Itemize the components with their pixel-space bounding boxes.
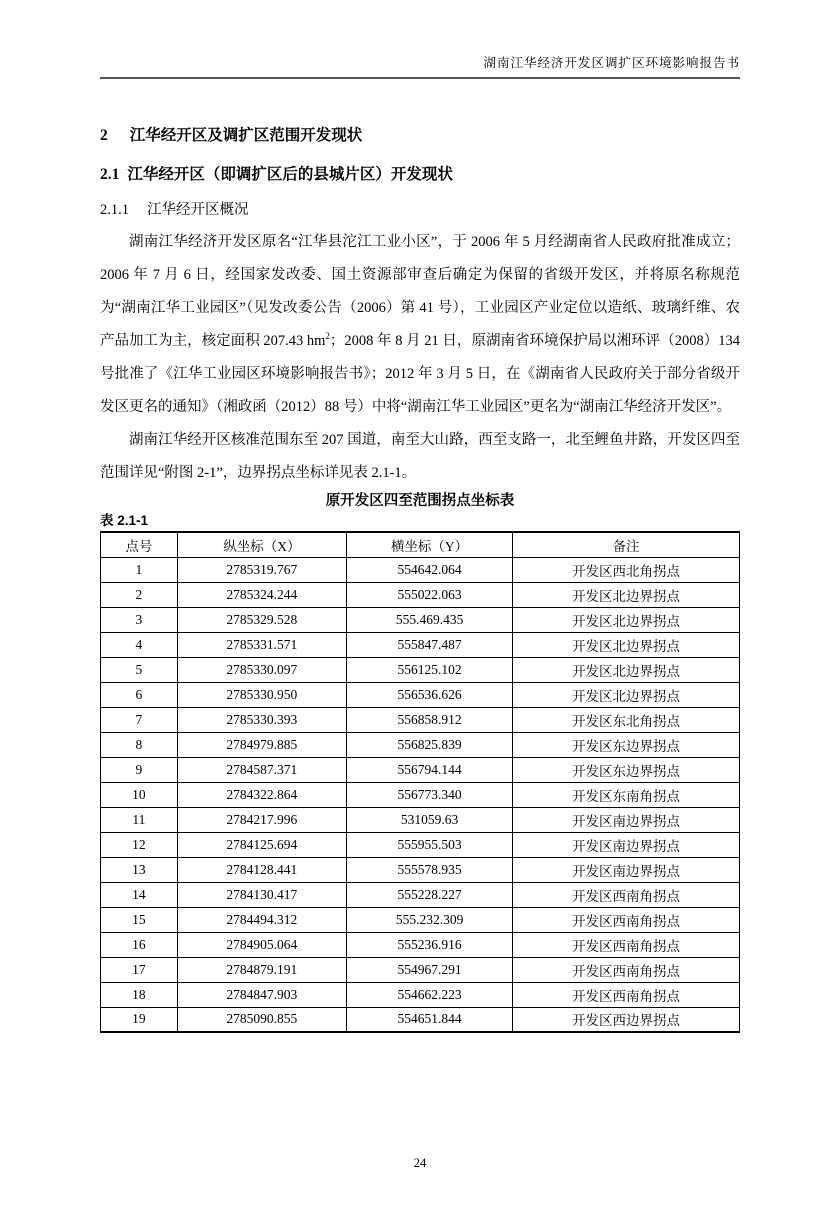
table-cell: 10 — [101, 782, 178, 807]
table-row — [101, 882, 740, 907]
table-cell: 2784494.312 — [177, 907, 346, 932]
table-row — [101, 682, 740, 707]
table-row — [101, 907, 740, 932]
table-cell: 开发区北边界拐点 — [513, 682, 740, 707]
table-cell: 开发区西南角拐点 — [513, 957, 740, 982]
table-cell: 4 — [101, 632, 178, 657]
table-cell: 2785090.855 — [177, 1007, 346, 1032]
table-cell: 6 — [101, 682, 178, 707]
table-cell: 555955.503 — [347, 832, 513, 857]
column-header-remark: 备注 — [513, 532, 740, 557]
table-cell: 2784847.903 — [177, 982, 346, 1007]
page-content — [100, 125, 740, 1033]
table-cell: 开发区东南角拐点 — [513, 782, 740, 807]
table-cell: 开发区北边界拐点 — [513, 632, 740, 657]
running-header-title: 湖南江华经济开发区调扩区环境影响报告书 — [483, 56, 740, 70]
table-cell: 1 — [101, 557, 178, 582]
table-row — [101, 857, 740, 882]
table-row — [101, 832, 740, 857]
superscript-2: 2 — [325, 331, 330, 342]
paragraph-overview — [100, 226, 740, 424]
section-number: 2.1.1 — [100, 202, 129, 218]
table-cell: 7 — [101, 707, 178, 732]
table-cell: 开发区西南角拐点 — [513, 882, 740, 907]
table-cell: 开发区南边界拐点 — [513, 857, 740, 882]
paragraph-boundary: 湖南江华经开区核准范围东至 207 国道，南至大山路，西至支路一，北至鲤鱼井路，开发区四至范围详见“附图 2-1”，边界拐点坐标详见表 2.1-1。 — [100, 432, 740, 481]
table-cell: 531059.63 — [347, 807, 513, 832]
table-cell: 555022.063 — [347, 582, 513, 607]
table-cell: 555.469.435 — [347, 607, 513, 632]
table-cell: 17 — [101, 957, 178, 982]
section-title: 江华经开区（即调扩区后的县城片区）开发现状 — [127, 166, 453, 183]
table-cell: 2784128.441 — [177, 857, 346, 882]
table-row — [101, 607, 740, 632]
table-cell: 2784130.417 — [177, 882, 346, 907]
table-cell: 开发区东边界拐点 — [513, 757, 740, 782]
table-cell: 5 — [101, 657, 178, 682]
table-cell: 554967.291 — [347, 957, 513, 982]
table-cell: 2785330.393 — [177, 707, 346, 732]
table-body — [101, 557, 740, 1032]
table-cell: 2784587.371 — [177, 757, 346, 782]
table-cell: 开发区西北角拐点 — [513, 557, 740, 582]
table-cell: 开发区西南角拐点 — [513, 932, 740, 957]
paragraph-text: 湖南江华经济开发区原名“江华县沱江工业小区”，于 2006 年 5 月经湖南省人民政府批准成立；2006 年 7 月 6 日，经国家发改委、国土资源部审查后确定为保留的省级开发区，并将原名称规范为“湖南江华工业园区”（见发改委公告（2006）第 41 号），工业园区产业定位以造纸、玻璃纤维、农产品加工为主，核定面积 207.43 hm — [100, 234, 740, 349]
page-header — [100, 56, 740, 79]
header-rule — [100, 77, 740, 79]
column-header-y: 横坐标（Y） — [347, 532, 513, 557]
table-cell: 2785319.767 — [177, 557, 346, 582]
section-heading-2 — [100, 125, 740, 147]
table-cell: 2784879.191 — [177, 957, 346, 982]
table-cell: 13 — [101, 857, 178, 882]
table-cell: 554642.064 — [347, 557, 513, 582]
table-cell: 开发区西边界拐点 — [513, 1007, 740, 1032]
table-cell: 555228.227 — [347, 882, 513, 907]
table-cell: 开发区南边界拐点 — [513, 832, 740, 857]
table-cell: 开发区北边界拐点 — [513, 582, 740, 607]
page-number: 24 — [413, 1156, 427, 1170]
document-page — [0, 56, 827, 1170]
table-cell: 2785331.571 — [177, 632, 346, 657]
table-cell: 556825.839 — [347, 732, 513, 757]
section-heading-2-1 — [100, 164, 740, 186]
column-header-point: 点号 — [101, 532, 178, 557]
table-header — [101, 532, 740, 557]
table-cell: 19 — [101, 1007, 178, 1032]
table-cell: 555236.916 — [347, 932, 513, 957]
table-cell: 开发区西南角拐点 — [513, 907, 740, 932]
table-cell: 2784979.885 — [177, 732, 346, 757]
table-caption: 原开发区四至范围拐点坐标表 — [325, 493, 515, 509]
coordinate-table — [100, 531, 740, 1033]
column-header-x: 纵坐标（X） — [177, 532, 346, 557]
table-row — [101, 982, 740, 1007]
table-cell: 开发区北边界拐点 — [513, 607, 740, 632]
table-cell: 2784905.064 — [177, 932, 346, 957]
table-row — [101, 632, 740, 657]
table-cell: 555.232.309 — [347, 907, 513, 932]
section-number: 2 — [100, 127, 108, 144]
table-cell: 2785329.528 — [177, 607, 346, 632]
table-cell: 556773.340 — [347, 782, 513, 807]
table-cell: 14 — [101, 882, 178, 907]
table-cell: 11 — [101, 807, 178, 832]
table-cell: 556794.144 — [347, 757, 513, 782]
table-cell: 556125.102 — [347, 657, 513, 682]
table-label: 表 2.1-1 — [100, 513, 149, 528]
table-cell: 555578.935 — [347, 857, 513, 882]
table-cell: 2784322.864 — [177, 782, 346, 807]
table-row — [101, 807, 740, 832]
table-cell: 556536.626 — [347, 682, 513, 707]
table-cell: 开发区西南角拐点 — [513, 982, 740, 1007]
table-cell: 开发区东边界拐点 — [513, 732, 740, 757]
table-cell: 9 — [101, 757, 178, 782]
table-cell: 8 — [101, 732, 178, 757]
table-cell: 554651.844 — [347, 1007, 513, 1032]
paragraph-text: ；2008 年 8 月 21 日，原湖南省环境保护局以湘环评（2008）134 号批准了《江华工业园区环境影响报告书》；2012 年 3 月 5 日，在《湖南省人民政府关于部分省级开发区更名的通知》（湘政函（2012）88 号）中将“湖南江华工业园区”更名为“湖南江华经济开发区”。 — [100, 333, 741, 415]
table-cell: 554662.223 — [347, 982, 513, 1007]
table-row — [101, 557, 740, 582]
table-cell: 15 — [101, 907, 178, 932]
table-row — [101, 582, 740, 607]
table-row — [101, 782, 740, 807]
table-cell: 18 — [101, 982, 178, 1007]
table-row — [101, 757, 740, 782]
table-cell: 2785330.097 — [177, 657, 346, 682]
table-cell: 开发区北边界拐点 — [513, 657, 740, 682]
section-title: 江华经开区概况 — [147, 202, 249, 218]
table-cell: 2 — [101, 582, 178, 607]
table-row — [101, 957, 740, 982]
table-cell: 555847.487 — [347, 632, 513, 657]
table-cell: 2785330.950 — [177, 682, 346, 707]
table-cell: 2784125.694 — [177, 832, 346, 857]
table-cell: 2785324.244 — [177, 582, 346, 607]
table-cell: 16 — [101, 932, 178, 957]
table-cell: 556858.912 — [347, 707, 513, 732]
table-header-row — [101, 532, 740, 557]
section-number: 2.1 — [100, 166, 120, 183]
table-cell: 12 — [101, 832, 178, 857]
table-row — [101, 932, 740, 957]
section-title: 江华经开区及调扩区范围开发现状 — [129, 127, 363, 144]
table-cell: 开发区南边界拐点 — [513, 807, 740, 832]
table-row — [101, 657, 740, 682]
table-cell: 3 — [101, 607, 178, 632]
table-row — [101, 707, 740, 732]
table-cell: 2784217.996 — [177, 807, 346, 832]
table-cell: 开发区东北角拐点 — [513, 707, 740, 732]
section-heading-2-1-1 — [100, 200, 740, 221]
table-row — [101, 732, 740, 757]
table-row — [101, 1007, 740, 1032]
